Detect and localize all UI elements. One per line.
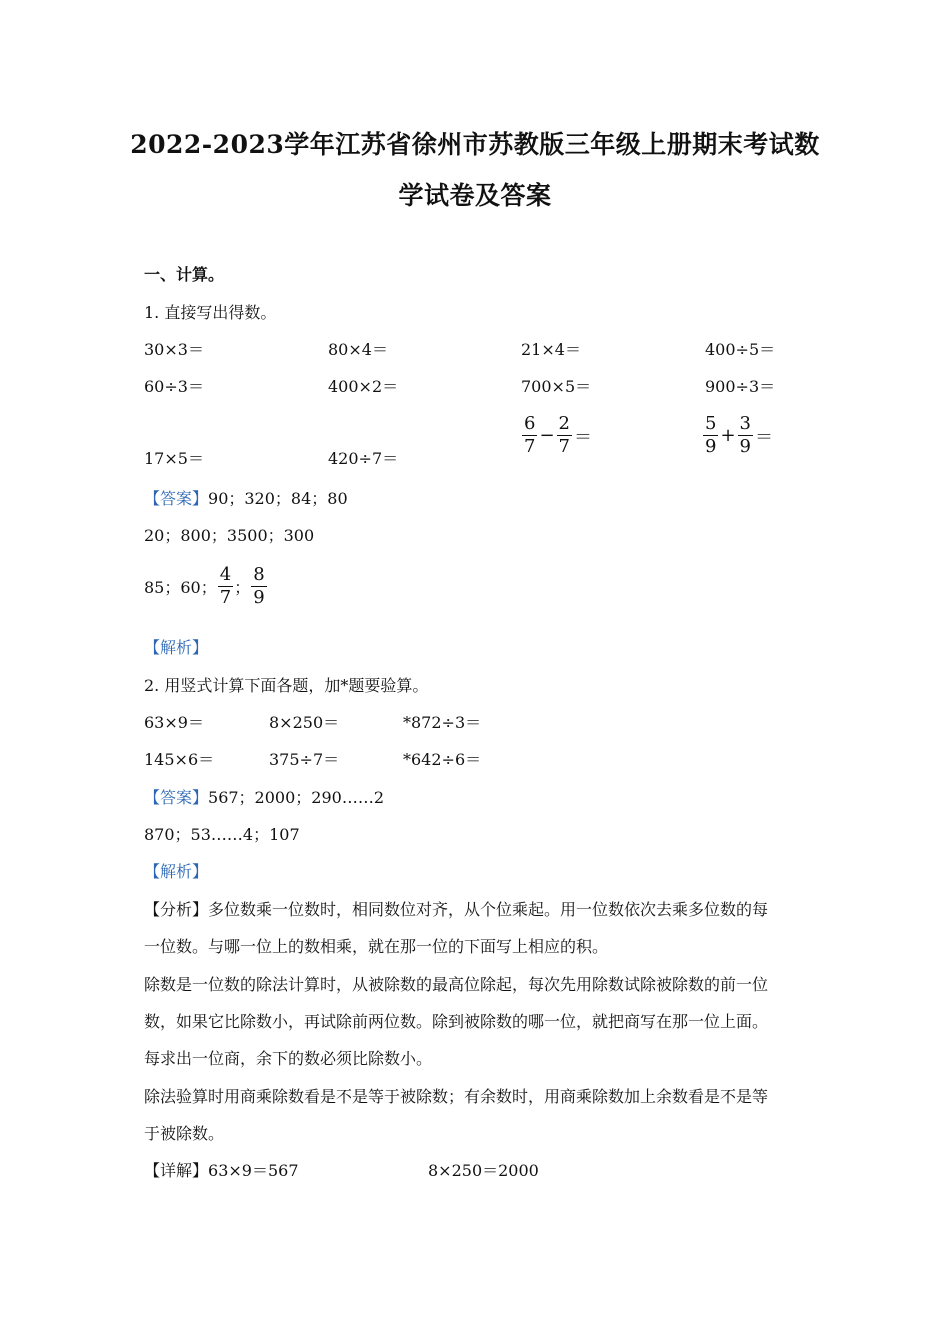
minus-sign: − [539,425,555,446]
answer-line: 85；60； $\frac{4}{7}$ ； $\frac{8}{9}$ [144,564,265,608]
calc-item: 900÷3＝ [705,377,776,396]
analysis-text: 【分析】多位数乘一位数时，相同数位对齐，从个位乘起。用一位数依次去乘多位数的每 [144,900,769,919]
calc-item: *872÷3＝ [403,713,482,732]
analysis-tag: 【解析】 [144,862,209,881]
calc-item: 400÷5＝ [705,340,776,359]
question-1-prompt: 1. 直接写出得数。 [144,303,277,322]
document-title-line1: 2022-2023学年江苏省徐州市苏教版三年级上册期末考试数 [130,130,820,159]
calc-item: 30×3＝ [144,340,204,359]
answer-line: 【答案】567；2000；290……2 [144,788,384,807]
analysis-tag: 【解析】 [144,638,209,657]
analysis-text: 每求出一位商，余下的数必须比除数小。 [144,1049,433,1068]
calc-item: 21×4＝ [521,340,581,359]
calc-item: 375÷7＝ [269,750,340,769]
fraction: $\frac{5}{9}$ [705,413,717,457]
calc-item: 420÷7＝ [328,449,399,468]
calc-item: 60÷3＝ [144,377,204,396]
section-heading: 一、计算。 [144,265,225,284]
fraction-expression [702,413,774,458]
answer-line: 【答案】90；320；84；80 [144,489,348,508]
answer-tag: 【答案】 [144,489,209,508]
answer-line: 870；53……4；107 [144,825,300,844]
equals-sign: ＝ [755,426,773,448]
fraction: $\frac{8}{9}$ [253,564,265,608]
analysis-text: 一位数。与哪一位上的数相乘，就在那一位的下面写上相应的积。 [144,937,609,956]
calc-item: 8×250＝ [269,713,340,732]
calc-item: 145×6＝ [144,750,215,769]
calc-item: 17×5＝ [144,449,204,468]
fraction-expression [521,413,593,458]
detail-item: 8×250＝2000 [428,1161,539,1180]
question-2-prompt: 2. 用竖式计算下面各题，加*题要验算。 [144,676,429,695]
analysis-text: 除数是一位数的除法计算时，从被除数的最高位除起，每次先用除数试除被除数的前一位 [144,975,769,994]
equals-sign: ＝ [574,426,592,448]
answer-line: 20；800；3500；300 [144,526,315,545]
answer-tag: 【答案】 [144,788,209,807]
analysis-text: 数，如果它比除数小，再试除前两位数。除到被除数的哪一位，就把商写在那一位上面。 [144,1012,769,1031]
document-title-line2: 学试卷及答案 [398,181,552,210]
detail-line: 【详解】63×9＝567 [144,1161,299,1180]
calc-item: 63×9＝ [144,713,204,732]
calc-item: *642÷6＝ [403,750,482,769]
plus-sign: + [720,425,736,446]
fraction: $\frac{2}{7}$ [558,413,570,457]
fraction: $\frac{4}{7}$ [219,564,232,608]
calc-item: 80×4＝ [328,340,388,359]
calc-item: 700×5＝ [521,377,592,396]
analysis-text: 除法验算时用商乘除数看是不是等于被除数；有余数时，用商乘除数加上余数看是不是等 [144,1087,769,1106]
fraction: $\frac{3}{9}$ [739,413,751,457]
detail-label: 【详解】 [144,1161,209,1180]
calc-item: 400×2＝ [328,377,399,396]
analysis-text: 于被除数。 [144,1124,225,1143]
fraction: $\frac{6}{7}$ [524,413,536,457]
